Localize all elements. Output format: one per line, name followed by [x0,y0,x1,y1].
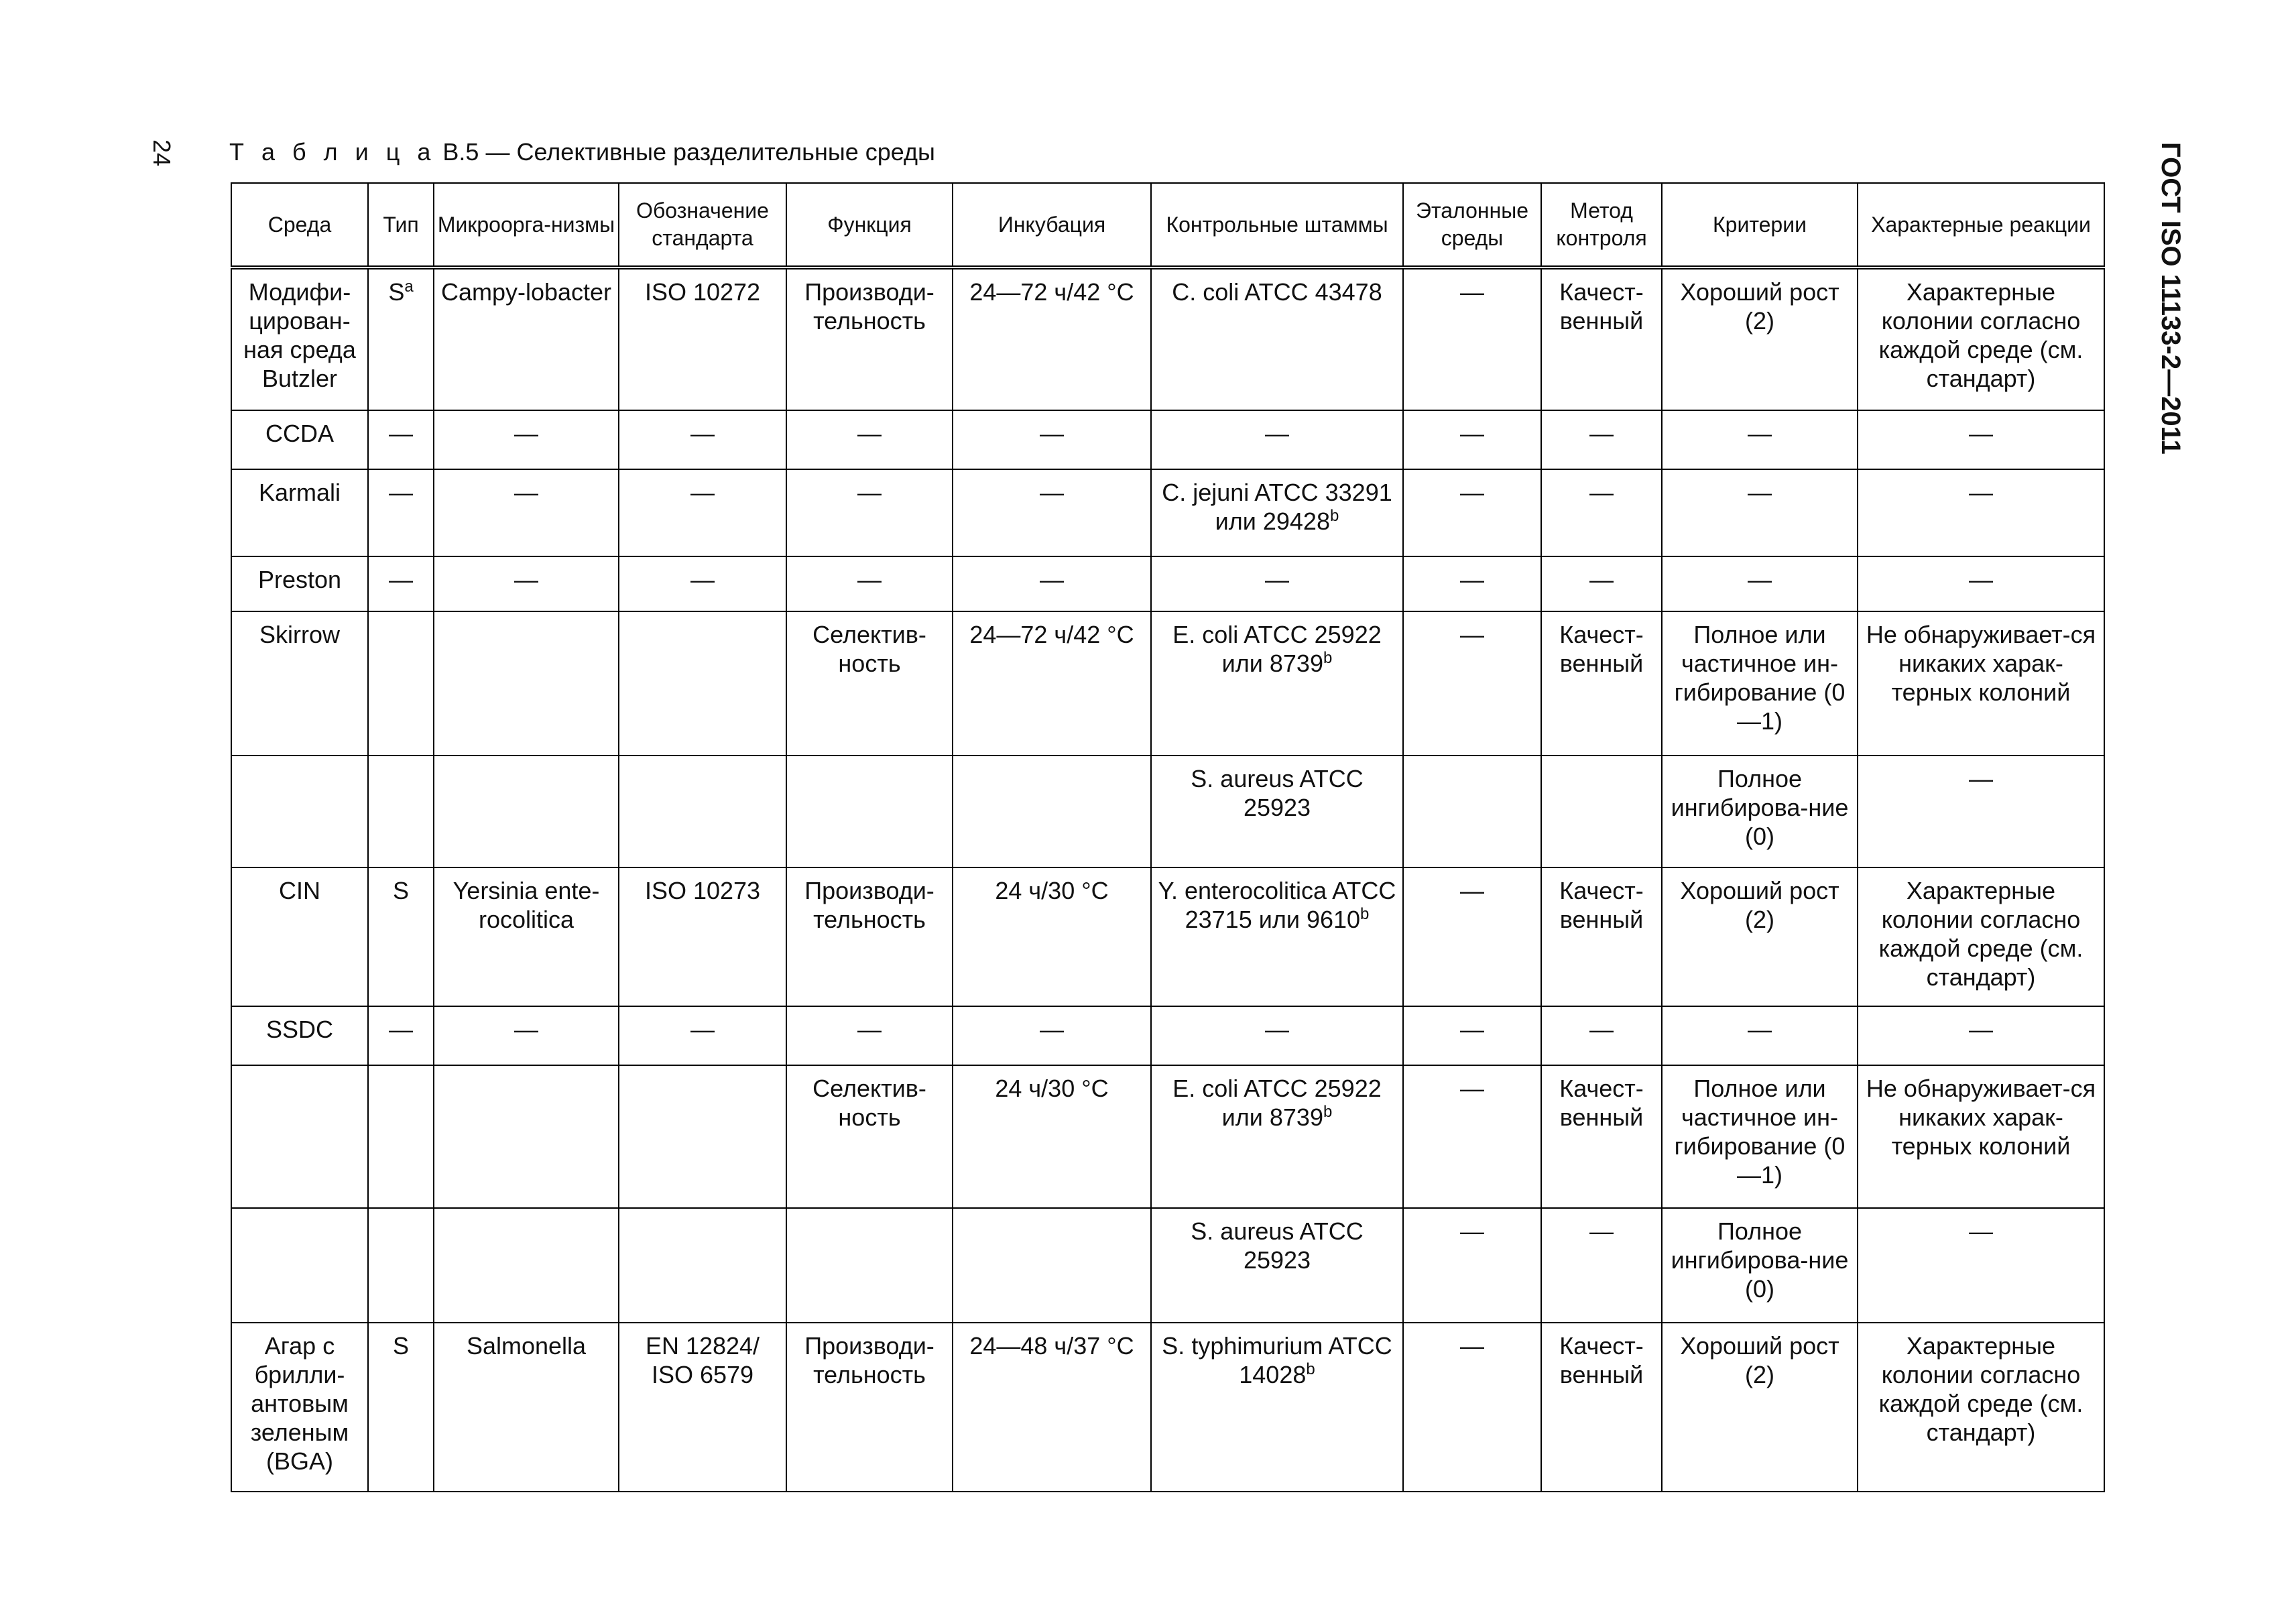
cell-type [368,611,434,756]
cell-control-strains: C. coli ATCC 43478 [1151,267,1403,410]
cell-control-strains: E. coli ATCC 25922 или 8739$^b$ [1151,1065,1403,1208]
cell-method: — [1541,556,1662,611]
table-row [231,1208,2104,1323]
cell-standard: ISO 10272 [619,267,786,410]
cell-reference-media: — [1403,1065,1541,1208]
cell-standard: — [619,556,786,611]
cell-type: — [368,410,434,469]
cell-medium: SSDC [231,1006,368,1065]
cell-function: — [786,1006,953,1065]
table-row [231,756,2104,867]
cell-criteria: — [1662,556,1858,611]
cell-function: Селектив-ность [786,1065,953,1208]
media-table [231,182,2105,1492]
cell-reference-media: — [1403,469,1541,556]
document-title: ГОСТ ISO 11133-2—2011 [2156,142,2185,455]
cell-reference-media: — [1403,410,1541,469]
cell-incubation: — [953,410,1151,469]
cell-method [1541,756,1662,867]
cell-standard [619,1208,786,1323]
cell-criteria: — [1662,1006,1858,1065]
cell-reference-media: — [1403,267,1541,410]
cell-reference-media: — [1403,1006,1541,1065]
table-row [231,611,2104,756]
cell-incubation: 24 ч/30 °C [953,1065,1151,1208]
header-standard: Обозначение стандарта [619,183,786,267]
cell-reference-media: — [1403,1323,1541,1492]
cell-reactions: Характерные колонии согласно каждой среде (см. стандарт) [1858,267,2104,410]
cell-microorganisms [434,1208,619,1323]
footnote-mark: b [1329,507,1339,525]
cell-function: — [786,410,953,469]
cell-incubation [953,1208,1151,1323]
cell-medium: CIN [231,867,368,1006]
cell-method: — [1541,1208,1662,1323]
header-medium: Среда [231,183,368,267]
cell-reference-media: — [1403,556,1541,611]
cell-criteria: Полное ингибирова-ние (0) [1662,1208,1858,1323]
cell-control-strains: — [1151,556,1403,611]
cell-standard: — [619,410,786,469]
cell-function: — [786,556,953,611]
cell-function: Производи-тельность [786,867,953,1006]
cell-method: Качест-венный [1541,611,1662,756]
caption-prefix: Т а б л и ц а [229,138,436,166]
cell-criteria: — [1662,410,1858,469]
cell-criteria: Хороший рост (2) [1662,1323,1858,1492]
cell-criteria: Полное или частичное ин-гибирование (0—1) [1662,1065,1858,1208]
cell-incubation: 24 ч/30 °C [953,867,1151,1006]
cell-medium: Skirrow [231,611,368,756]
cell-control-strains: E. coli ATCC 25922 или 8739$^b$ [1151,611,1403,756]
cell-criteria: Полное ингибирова-ние (0) [1662,756,1858,867]
cell-criteria: Хороший рост (2) [1662,867,1858,1006]
page-number: 24 [148,139,176,167]
cell-method: Качест-венный [1541,267,1662,410]
cell-microorganisms: — [434,556,619,611]
cell-incubation: — [953,469,1151,556]
cell-reference-media: — [1403,1208,1541,1323]
cell-standard: ISO 10273 [619,867,786,1006]
cell-function: — [786,469,953,556]
cell-microorganisms [434,611,619,756]
cell-microorganisms: — [434,1006,619,1065]
table-row [231,556,2104,611]
cell-type: S [368,1323,434,1492]
footnote-mark: b [1360,905,1370,923]
cell-method: Качест-венный [1541,1323,1662,1492]
cell-microorganisms: — [434,410,619,469]
cell-method: Качест-венный [1541,1065,1662,1208]
table-row [231,1006,2104,1065]
cell-incubation: 24—48 ч/37 °C [953,1323,1151,1492]
cell-control-strains: S. typhimurium ATCC 14028$^b$ [1151,1323,1403,1492]
cell-reference-media: — [1403,867,1541,1006]
cell-medium: CCDA [231,410,368,469]
cell-reactions: Не обнаруживает-ся никаких харак-терных колоний [1858,611,2104,756]
cell-function: Селектив-ность [786,611,953,756]
cell-microorganisms [434,1065,619,1208]
caption-text: B.5 — Селективные разделительные среды [442,138,935,166]
cell-function [786,1208,953,1323]
cell-control-strains: C. jejuni ATCC 33291 или 29428$^b$ [1151,469,1403,556]
cell-reactions: — [1858,1208,2104,1323]
header-type: Тип [368,183,434,267]
cell-control-strains: S. aureus ATCC 25923 [1151,756,1403,867]
cell-control-strains: Y. enterocolitica ATCC 23715 или 9610$^b$ [1151,867,1403,1006]
cell-incubation: 24—72 ч/42 °C [953,611,1151,756]
cell-reactions: — [1858,1006,2104,1065]
cell-incubation [953,756,1151,867]
cell-medium: Агар с брилли-антовым зеленым (BGA) [231,1323,368,1492]
table-row [231,1065,2104,1208]
cell-standard [619,756,786,867]
cell-standard: EN 12824/ ISO 6579 [619,1323,786,1492]
header-function: Функция [786,183,953,267]
cell-criteria: Полное или частичное ин-гибирование (0—1) [1662,611,1858,756]
cell-reactions: — [1858,556,2104,611]
cell-standard: — [619,469,786,556]
header-microorganisms: Микроорга-низмы [434,183,619,267]
header-criteria: Критерии [1662,183,1858,267]
cell-method: — [1541,1006,1662,1065]
cell-medium: Karmali [231,469,368,556]
cell-criteria: Хороший рост (2) [1662,267,1858,410]
cell-microorganisms: Yersinia ente-rocolitica [434,867,619,1006]
footnote-mark: a [404,278,414,296]
cell-reactions: — [1858,410,2104,469]
cell-standard [619,1065,786,1208]
cell-reference-media: — [1403,611,1541,756]
header-reactions: Характерные реакции [1858,183,2104,267]
cell-method: — [1541,469,1662,556]
cell-method: Качест-венный [1541,867,1662,1006]
cell-criteria: — [1662,469,1858,556]
table-row [231,410,2104,469]
table-row [231,1323,2104,1492]
cell-medium [231,1065,368,1208]
header-incubation: Инкубация [953,183,1151,267]
cell-incubation: 24—72 ч/42 °C [953,267,1151,410]
cell-microorganisms [434,756,619,867]
cell-control-strains: — [1151,410,1403,469]
footnote-mark: b [1306,1360,1315,1378]
cell-microorganisms: — [434,469,619,556]
cell-incubation: — [953,556,1151,611]
table-caption [229,138,935,166]
table-row [231,867,2104,1006]
cell-control-strains: — [1151,1006,1403,1065]
cell-medium [231,756,368,867]
cell-method: — [1541,410,1662,469]
header-control-strains: Контрольные штаммы [1151,183,1403,267]
cell-reactions: Характерные колонии согласно каждой среде (см. стандарт) [1858,867,2104,1006]
cell-medium: Preston [231,556,368,611]
cell-incubation: — [953,1006,1151,1065]
header-method: Метод контроля [1541,183,1662,267]
cell-microorganisms: Salmonella [434,1323,619,1492]
cell-type: S [368,867,434,1006]
cell-function: Производи-тельность [786,1323,953,1492]
cell-standard [619,611,786,756]
footnote-mark: b [1323,1103,1333,1121]
footnote-mark: b [1323,649,1333,667]
cell-type [368,1065,434,1208]
cell-reactions: Не обнаруживает-ся никаких харак-терных колоний [1858,1065,2104,1208]
cell-reference-media [1403,756,1541,867]
cell-medium: Модифи-цирован-ная среда Butzler [231,267,368,410]
cell-type: — [368,556,434,611]
cell-reactions: — [1858,469,2104,556]
cell-type: — [368,1006,434,1065]
cell-type [368,1208,434,1323]
table-row [231,469,2104,556]
cell-reactions: Характерные колонии согласно каждой среде (см. стандарт) [1858,1323,2104,1492]
cell-function [786,756,953,867]
cell-standard: — [619,1006,786,1065]
header-reference-media: Эталонные среды [1403,183,1541,267]
table-header-row [231,183,2104,267]
cell-type [368,756,434,867]
cell-type: — [368,469,434,556]
cell-control-strains: S. aureus ATCC 25923 [1151,1208,1403,1323]
cell-function: Производи-тельность [786,267,953,410]
cell-type: $S^a$ [368,267,434,410]
cell-microorganisms: Campy-lobacter [434,267,619,410]
cell-reactions: — [1858,756,2104,867]
cell-medium [231,1208,368,1323]
table-row [231,267,2104,410]
